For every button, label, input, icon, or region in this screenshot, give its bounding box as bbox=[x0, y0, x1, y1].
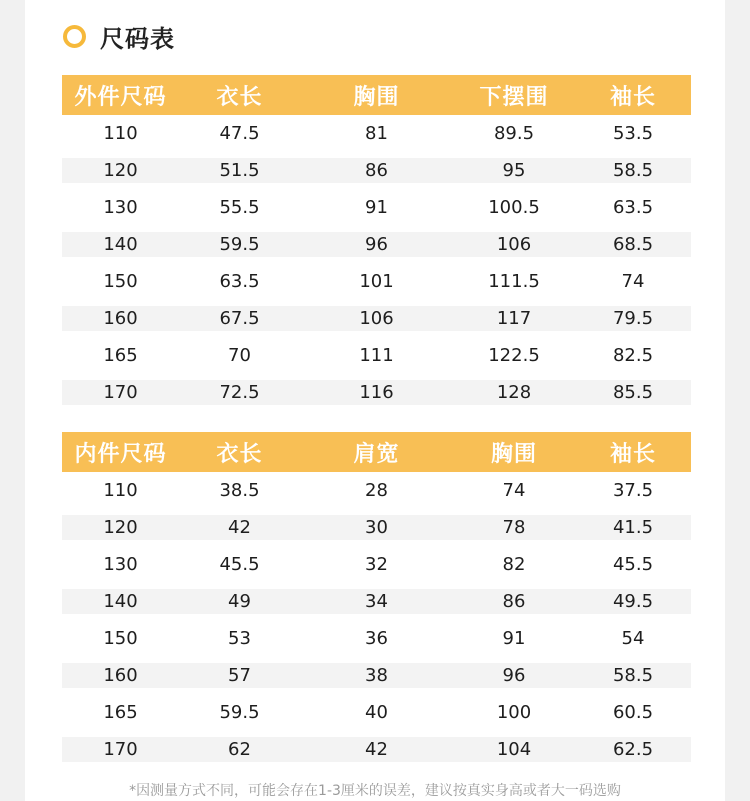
table-cell: 165 bbox=[103, 702, 138, 723]
table-cell: 59.5 bbox=[219, 234, 260, 255]
table-cell: 140 bbox=[103, 591, 138, 612]
table-cell: 91 bbox=[365, 197, 388, 218]
table-row bbox=[62, 152, 691, 189]
table-cell: 89.5 bbox=[493, 123, 535, 144]
table-cell: 62 bbox=[228, 739, 251, 760]
table-row bbox=[62, 226, 691, 263]
table-cell: 165 bbox=[103, 345, 138, 366]
table-cell: 37.5 bbox=[612, 480, 654, 501]
table-cell: 106 bbox=[359, 308, 394, 329]
table-row bbox=[62, 189, 691, 226]
table-cell: 130 bbox=[103, 197, 138, 218]
table-cell: 106 bbox=[496, 234, 532, 255]
table-cell: 96 bbox=[502, 665, 526, 686]
table-cell: 70 bbox=[228, 345, 251, 366]
table-cell: 63.5 bbox=[612, 197, 654, 218]
table-cell: 120 bbox=[103, 517, 138, 538]
table-cell: 49.5 bbox=[612, 591, 654, 612]
table-cell: 32 bbox=[365, 554, 388, 575]
table-cell: 116 bbox=[359, 382, 394, 403]
ring-icon bbox=[63, 25, 86, 48]
table-cell: 58.5 bbox=[612, 665, 654, 686]
table-cell: 49 bbox=[228, 591, 251, 612]
table-cell: 63.5 bbox=[219, 271, 260, 292]
inner-size-table bbox=[62, 432, 691, 768]
column-header: 衣长 bbox=[216, 84, 263, 110]
table-cell: 74 bbox=[621, 271, 645, 292]
table-cell: 130 bbox=[103, 554, 138, 575]
table-cell: 38.5 bbox=[219, 480, 260, 501]
table-cell: 100.5 bbox=[488, 197, 540, 218]
table-cell: 28 bbox=[365, 480, 388, 501]
table-cell: 86 bbox=[502, 591, 526, 612]
table-row bbox=[62, 337, 691, 374]
table-cell: 160 bbox=[103, 665, 138, 686]
table-cell: 82 bbox=[502, 554, 526, 575]
table-cell: 91 bbox=[502, 628, 526, 649]
table-cell: 36 bbox=[365, 628, 388, 649]
measurement-note: *因测量方式不同，可能会存在1-3厘米的误差，建议按真实身高或者大一码选购 bbox=[129, 783, 621, 799]
table-cell: 45.5 bbox=[219, 554, 260, 575]
column-header: 下摆围 bbox=[479, 84, 549, 110]
table-cell: 45.5 bbox=[612, 554, 654, 575]
table-cell: 128 bbox=[496, 382, 532, 403]
table-cell: 95 bbox=[502, 160, 526, 181]
table-cell: 53 bbox=[228, 628, 251, 649]
table-cell: 41.5 bbox=[612, 517, 654, 538]
table-cell: 117 bbox=[496, 308, 532, 329]
table-cell: 72.5 bbox=[219, 382, 260, 403]
table-row bbox=[62, 694, 691, 731]
table-cell: 111.5 bbox=[488, 271, 540, 292]
table-cell: 59.5 bbox=[219, 702, 260, 723]
table-cell: 170 bbox=[103, 382, 138, 403]
table-cell: 67.5 bbox=[219, 308, 260, 329]
table-cell: 30 bbox=[365, 517, 388, 538]
column-header: 衣长 bbox=[216, 441, 263, 467]
table-row bbox=[62, 263, 691, 300]
table-row bbox=[62, 546, 691, 583]
table-cell: 54 bbox=[621, 628, 645, 649]
outer-size-table bbox=[62, 75, 691, 411]
table-cell: 62.5 bbox=[612, 739, 654, 760]
table-cell: 140 bbox=[103, 234, 138, 255]
table-cell: 150 bbox=[103, 628, 138, 649]
table-row bbox=[62, 657, 691, 694]
table-cell: 47.5 bbox=[219, 123, 260, 144]
table-cell: 78 bbox=[502, 517, 526, 538]
table-row bbox=[62, 509, 691, 546]
table-cell: 104 bbox=[496, 739, 532, 760]
table-cell: 42 bbox=[365, 739, 388, 760]
table-row bbox=[62, 115, 691, 152]
table-header bbox=[62, 75, 691, 115]
column-header: 胸围 bbox=[353, 84, 400, 110]
table-cell: 79.5 bbox=[612, 308, 654, 329]
table-cell: 82.5 bbox=[612, 345, 654, 366]
table-cell: 110 bbox=[103, 480, 138, 501]
table-header bbox=[62, 432, 691, 472]
table-cell: 74 bbox=[502, 480, 526, 501]
table-cell: 170 bbox=[103, 739, 138, 760]
column-header: 胸围 bbox=[490, 441, 537, 467]
page-title: 尺码表 bbox=[100, 24, 175, 53]
table-cell: 110 bbox=[103, 123, 138, 144]
table-cell: 122.5 bbox=[488, 345, 540, 366]
table-row bbox=[62, 300, 691, 337]
column-header: 内件尺码 bbox=[74, 441, 167, 467]
table-cell: 100 bbox=[496, 702, 532, 723]
table-cell: 150 bbox=[103, 271, 138, 292]
table-cell: 60.5 bbox=[612, 702, 654, 723]
table-cell: 57 bbox=[228, 665, 251, 686]
table-cell: 53.5 bbox=[612, 123, 654, 144]
column-header: 袖长 bbox=[609, 84, 656, 110]
table-row bbox=[62, 731, 691, 768]
table-cell: 42 bbox=[228, 517, 251, 538]
table-cell: 68.5 bbox=[612, 234, 654, 255]
section-heading bbox=[63, 20, 175, 52]
table-cell: 96 bbox=[365, 234, 388, 255]
table-row bbox=[62, 620, 691, 657]
table-cell: 81 bbox=[365, 123, 388, 144]
table-cell: 120 bbox=[103, 160, 138, 181]
table-cell: 55.5 bbox=[219, 197, 260, 218]
table-cell: 86 bbox=[365, 160, 388, 181]
table-row bbox=[62, 472, 691, 509]
size-chart-card bbox=[25, 0, 725, 801]
column-header: 袖长 bbox=[609, 441, 656, 467]
table-cell: 160 bbox=[103, 308, 138, 329]
table-cell: 111 bbox=[359, 345, 394, 366]
table-row bbox=[62, 374, 691, 411]
table-cell: 58.5 bbox=[612, 160, 654, 181]
column-header: 外件尺码 bbox=[74, 84, 167, 110]
table-row bbox=[62, 583, 691, 620]
table-cell: 34 bbox=[365, 591, 388, 612]
table-cell: 51.5 bbox=[219, 160, 260, 181]
table-cell: 38 bbox=[365, 665, 388, 686]
column-header: 肩宽 bbox=[353, 441, 400, 467]
table-cell: 101 bbox=[359, 271, 394, 292]
table-cell: 85.5 bbox=[612, 382, 654, 403]
table-cell: 40 bbox=[365, 702, 388, 723]
